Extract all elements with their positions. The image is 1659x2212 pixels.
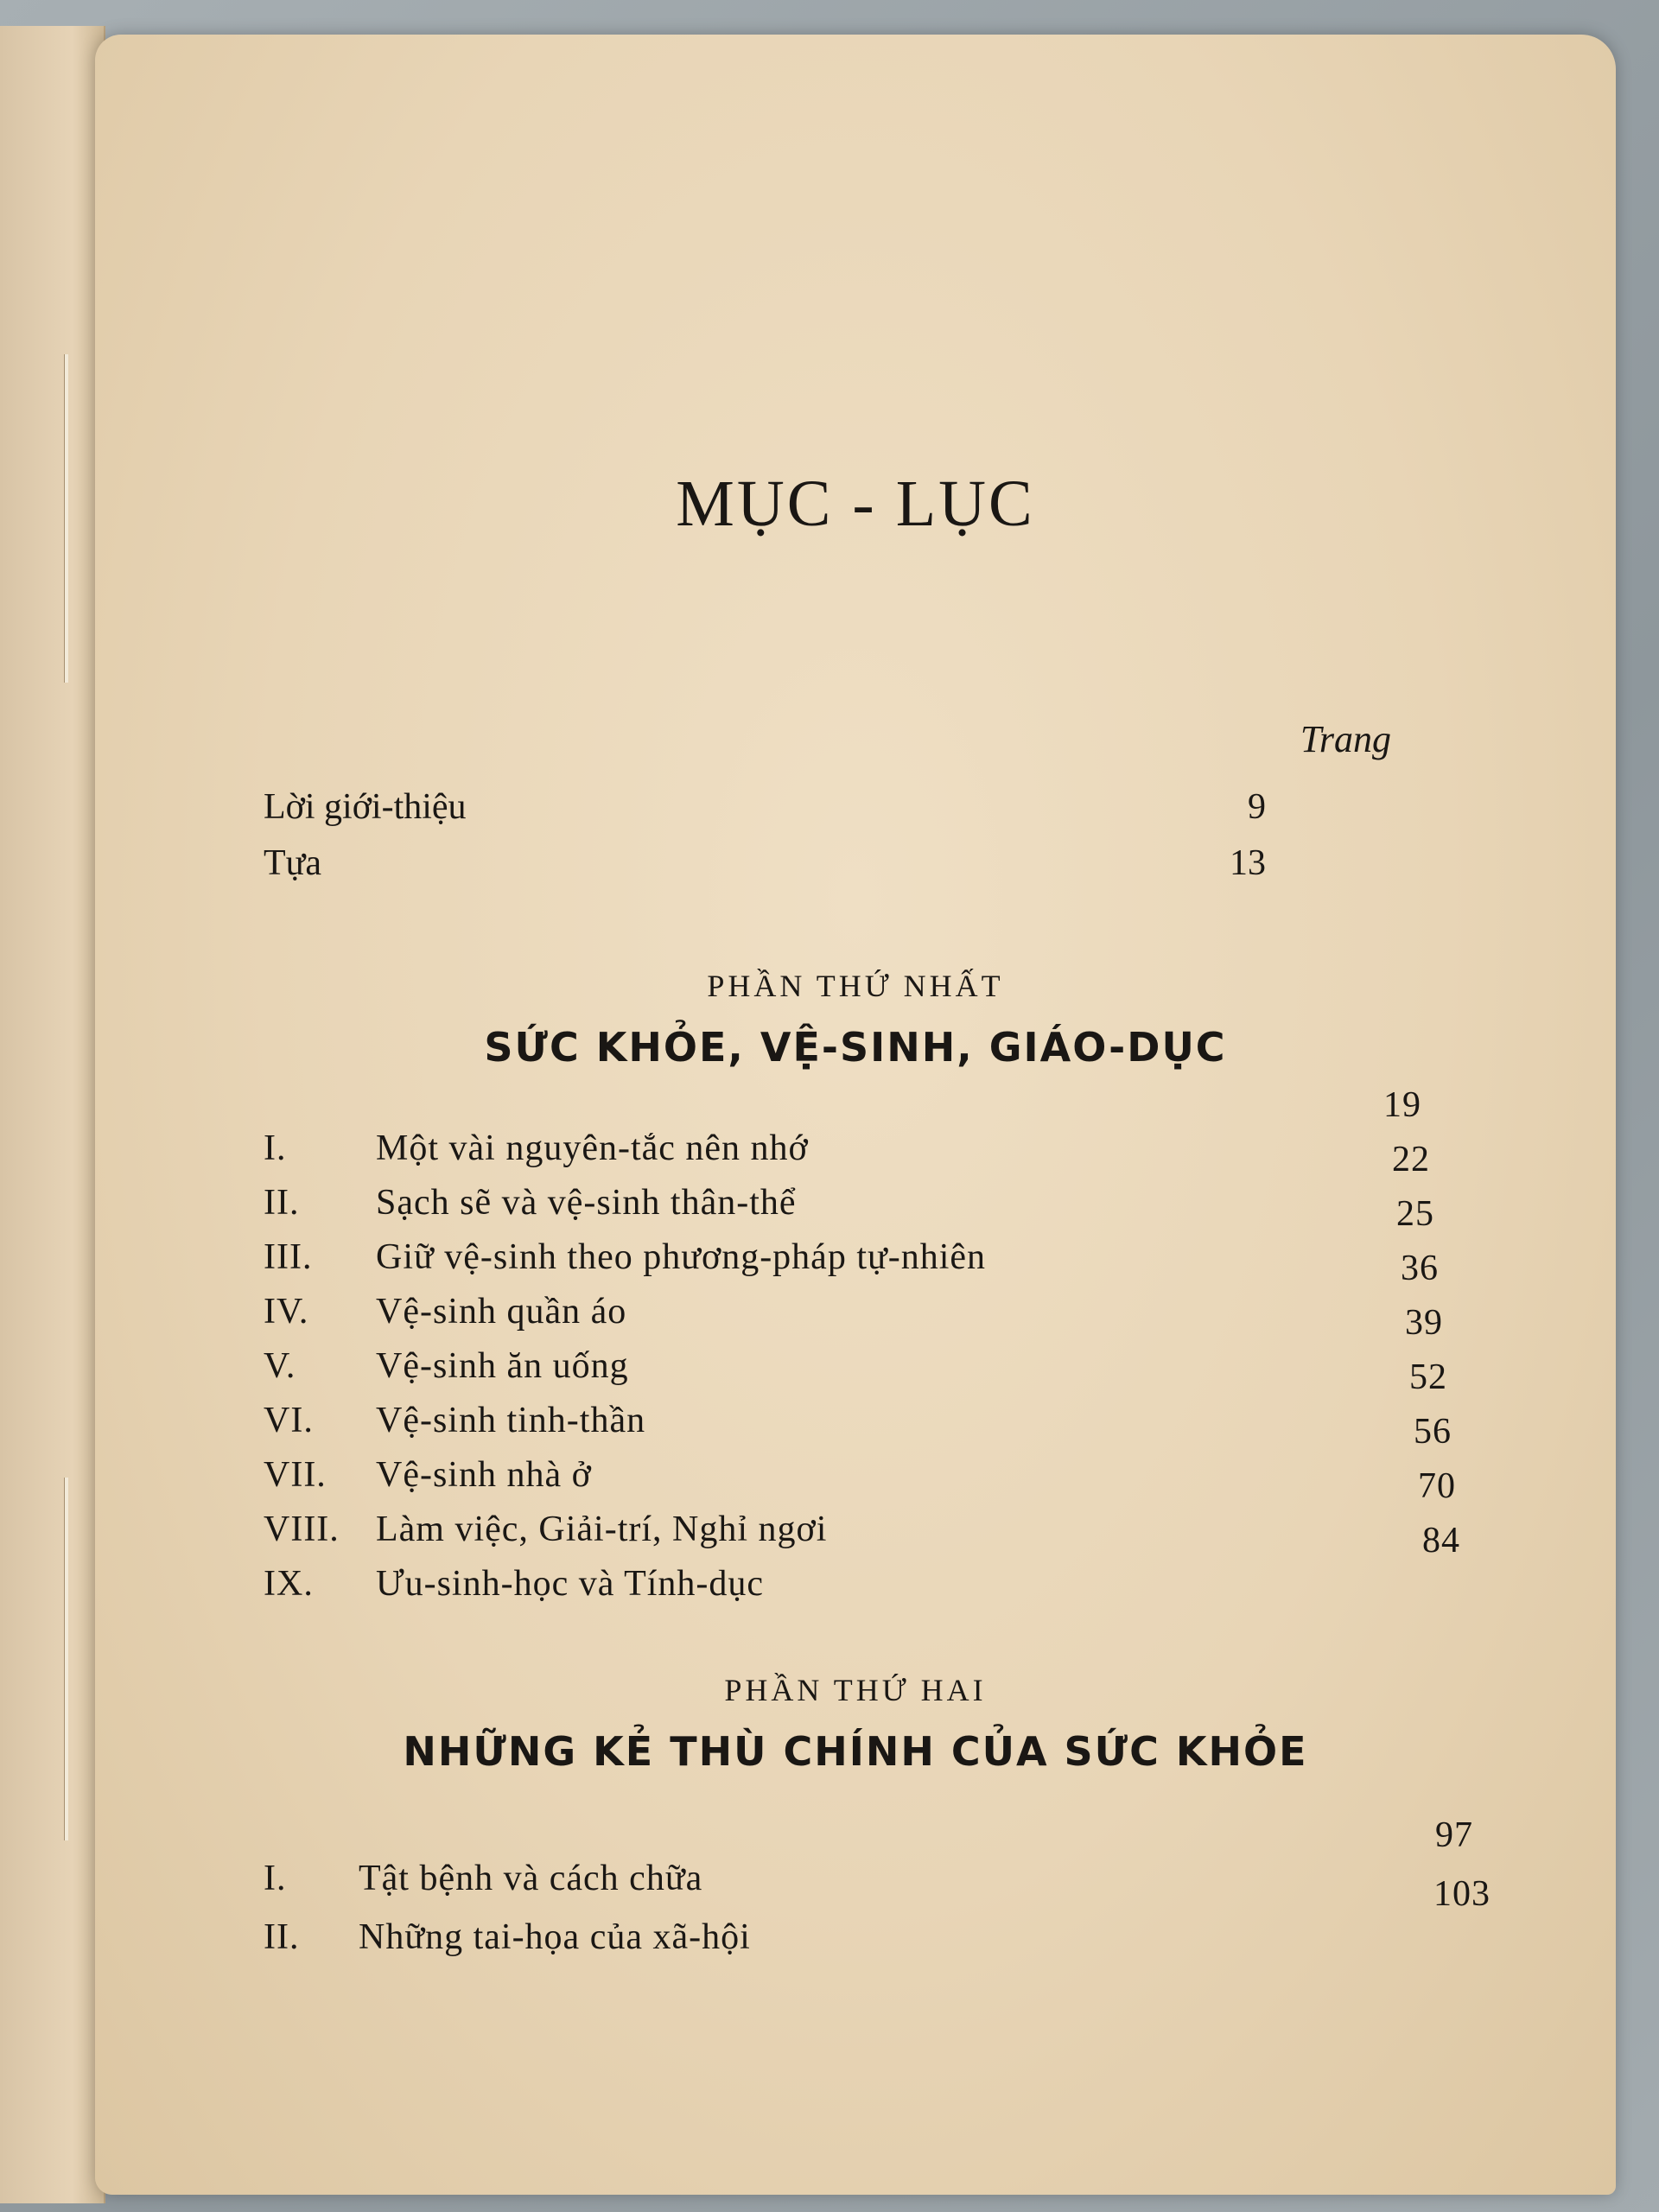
chapter-page: 52: [1409, 1357, 1447, 1397]
chapter-title: Vệ-sinh tinh-thần: [376, 1401, 646, 1440]
chapter-title: Giữ vệ-sinh theo phương-pháp tự-nhiên: [376, 1237, 987, 1277]
chapter-title: Tật bệnh và cách chữa: [359, 1859, 703, 1898]
chapter-number: VII.: [264, 1455, 327, 1495]
chapter-page: 39: [1405, 1303, 1443, 1343]
chapter-number: IX.: [264, 1564, 314, 1604]
chapter-title: Làm việc, Giải-trí, Nghỉ ngơi: [376, 1510, 828, 1549]
toc-entry-label: Lời giới-thiệu: [264, 787, 467, 827]
toc-entry-page: 13: [1230, 843, 1266, 883]
chapter-number: I.: [264, 1128, 287, 1168]
chapter-page: 36: [1401, 1249, 1439, 1288]
chapter-number: II.: [264, 1917, 300, 1957]
page-title: MỤC - LỤC: [676, 467, 1035, 540]
chapter-page: 103: [1433, 1874, 1491, 1914]
chapter-number: III.: [264, 1237, 313, 1277]
chapter-number: V.: [264, 1346, 296, 1386]
page-column-label: Trang: [1300, 718, 1391, 760]
binding-stitch: [64, 1478, 68, 1840]
chapter-page: 70: [1418, 1466, 1456, 1506]
toc-entry-page: 9: [1248, 787, 1266, 827]
chapter-title: Ưu-sinh-học và Tính-dục: [376, 1564, 765, 1604]
chapter-number: I.: [264, 1859, 287, 1898]
chapter-page: 97: [1435, 1815, 1473, 1855]
chapter-title: Những tai-họa của xã-hội: [359, 1917, 751, 1957]
chapter-title: Sạch sẽ và vệ-sinh thân-thể: [376, 1183, 797, 1223]
part-two-label: PHẦN THỨ HAI: [724, 1673, 987, 1707]
part-one-title: SỨC KHỎE, VỆ-SINH, GIÁO-DỤC: [484, 1024, 1227, 1071]
chapter-title: Vệ-sinh ăn uống: [376, 1346, 629, 1386]
chapter-number: II.: [264, 1183, 300, 1223]
chapter-number: VIII.: [264, 1510, 340, 1549]
chapter-number: IV.: [264, 1292, 309, 1332]
facing-page-edge: [0, 26, 105, 2203]
part-one-label: PHẦN THỨ NHẤT: [707, 969, 1004, 1003]
toc-entry-label: Tựa: [264, 843, 322, 883]
chapter-title: Vệ-sinh quần áo: [376, 1292, 627, 1332]
chapter-page: 84: [1422, 1521, 1460, 1560]
chapter-title: Vệ-sinh nhà ở: [376, 1455, 592, 1495]
binding-stitch: [64, 354, 68, 683]
chapter-page: 56: [1414, 1412, 1452, 1452]
chapter-page: 25: [1396, 1194, 1434, 1234]
book-page: [95, 35, 1616, 2195]
chapter-page: 19: [1383, 1085, 1421, 1125]
chapter-number: VI.: [264, 1401, 314, 1440]
chapter-title: Một vài nguyên-tắc nên nhớ: [376, 1128, 809, 1168]
chapter-page: 22: [1392, 1140, 1430, 1179]
part-two-title: NHỮNG KẺ THÙ CHÍNH CỦA SỨC KHỎE: [403, 1728, 1308, 1775]
